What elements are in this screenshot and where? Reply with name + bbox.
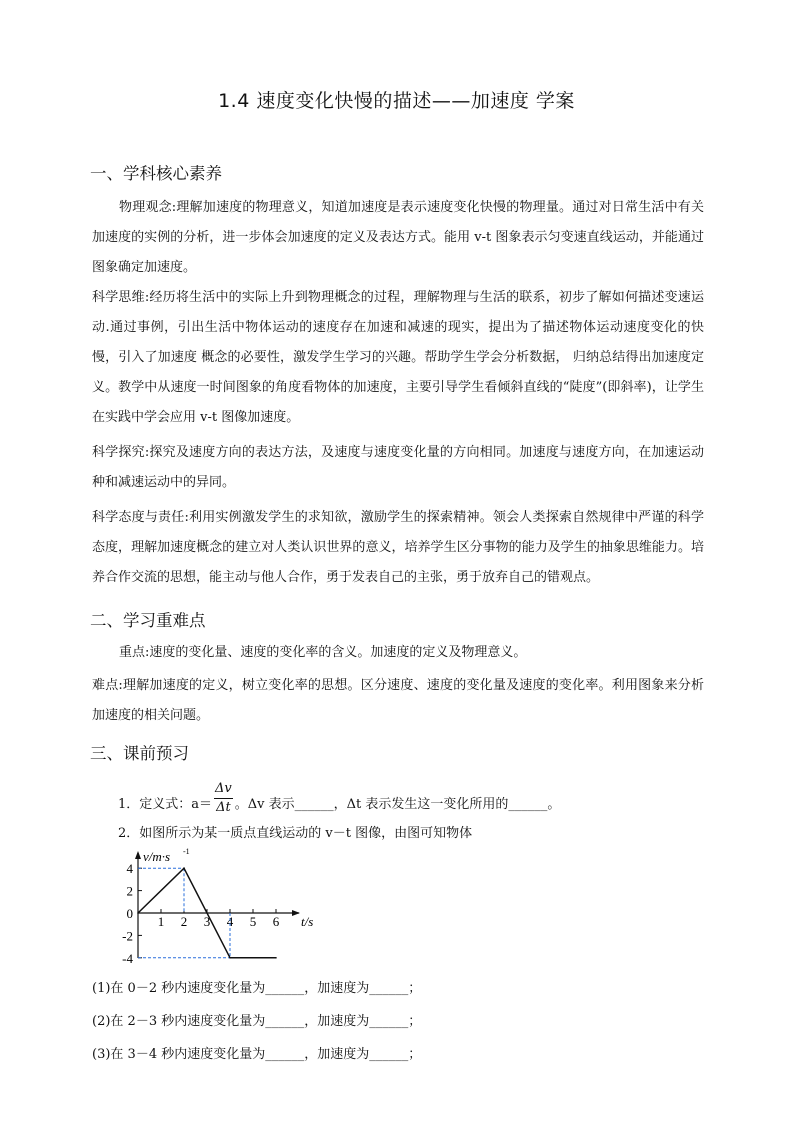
paragraph-difficulty: 难点:理解加速度的定义，树立变化率的思想。区分速度、速度的变化量及速度的变化率。利用图象来分析加速度的相关问题。 [92, 678, 704, 723]
sub-question-3: (3)在 3－4 秒内速度变化量为______，加速度为______； [92, 1047, 422, 1062]
y-axis-label-sup: -1 [183, 847, 190, 856]
data-point [275, 957, 277, 959]
x-tick-label: 5 [249, 914, 257, 929]
paragraph-scientific-inquiry: 科学探究:探究及速度方向的表达方法，及速度与速度变化量的方向相同。加速度与速度方向，在加速运动种和减速运动中的异同。 [92, 445, 704, 490]
fraction-denominator: Δt [216, 800, 231, 815]
y-tick-label: 4 [126, 861, 133, 877]
data-point [137, 912, 139, 914]
paragraph-physics-concept: 物理观念:理解加速度的物理意义，知道加速度是表示速度变化快慢的物理量。通过对日常生活中有关加速度的实例的分析，进一步体会加速度的定义及表达方式。能用 v-t 图象表示匀变速直线运动，并能通过图象确定加速度。 [92, 200, 704, 275]
vt-chart [110, 843, 320, 968]
fraction-formula [214, 782, 233, 815]
sub-question-1: (1)在 0－2 秒内速度变化量为______，加速度为______； [92, 981, 422, 996]
question-1-prefix: 1．定义式：a＝ [118, 797, 213, 812]
y-tick-label: -4 [122, 950, 133, 966]
data-point [183, 867, 185, 869]
question-2: 2．如图所示为某一质点直线运动的 v－t 图像，由图可知物体 [118, 826, 473, 841]
paragraph-key-point: 重点:速度的变化量、速度的变化率的含义。加速度的定义及物理意义。 [119, 645, 527, 660]
question-1-suffix: 。Δv 表示______，Δt 表示发生这一变化所用的______。 [234, 797, 561, 812]
y-axis-arrow [135, 851, 141, 859]
x-tick-label: 2 [180, 914, 188, 929]
fraction-numerator: Δv [214, 782, 233, 799]
x-tick-label: 1 [157, 914, 165, 929]
paragraph-scientific-thinking: 科学思维:经历将生活中的实际上升到物理概念的过程，理解物理与生活的联系，初步了解如何描述变速运动.通过事例，引出生活中物体运动的速度存在加速和减速的现实，提出为了描述物体运动速度变化的快慢，引入了加速度 概念的必要性，激发学生学习的兴趣。帮助学生学会分析数据， 归纳总结得出加速度定义。教学中从速度一时间图象的角度看物体的加速度，主要引导学生看倾斜直线的“陡度”(即斜率)，让学生在实践中学会应用 v-t 图像加速度。 [92, 290, 704, 425]
sub-question-2: (2)在 2－3 秒内速度变化量为______，加速度为______； [92, 1014, 422, 1029]
x-axis-arrow [292, 910, 300, 916]
x-tick-label: 6 [272, 914, 280, 929]
section-heading-preview: 三、课前预习 [90, 744, 189, 763]
y-axis-label: v/m·s [143, 849, 171, 864]
y-tick-label: 2 [126, 883, 133, 899]
question-1 [118, 781, 561, 821]
data-point [229, 957, 231, 959]
x-axis-label: t/s [301, 914, 314, 929]
x-tick-label: 3 [203, 914, 211, 929]
y-tick-label: 0 [126, 906, 133, 921]
page-title: 1.4 速度变化快慢的描述——加速度 学案 [218, 90, 575, 112]
x-tick-label: 4 [226, 914, 234, 929]
y-tick-label: -2 [122, 928, 133, 944]
section-heading-key-points: 二、学习重难点 [90, 611, 206, 630]
section-heading-core-literacy: 一、学科核心素养 [90, 164, 222, 183]
paragraph-scientific-attitude: 科学态度与责任:利用实例激发学生的求知欲，激励学生的探索精神。领会人类探索自然规律中严谨的科学态度，理解加速度概念的建立对人类认识世界的意义，培养学生区分事物的能力及学生的抽象思维能力。培养合作交流的思想，能主动与他人合作，勇于发表自己的主张，勇于放弃自己的错观点。 [92, 510, 704, 585]
chart-layer [122, 847, 313, 966]
